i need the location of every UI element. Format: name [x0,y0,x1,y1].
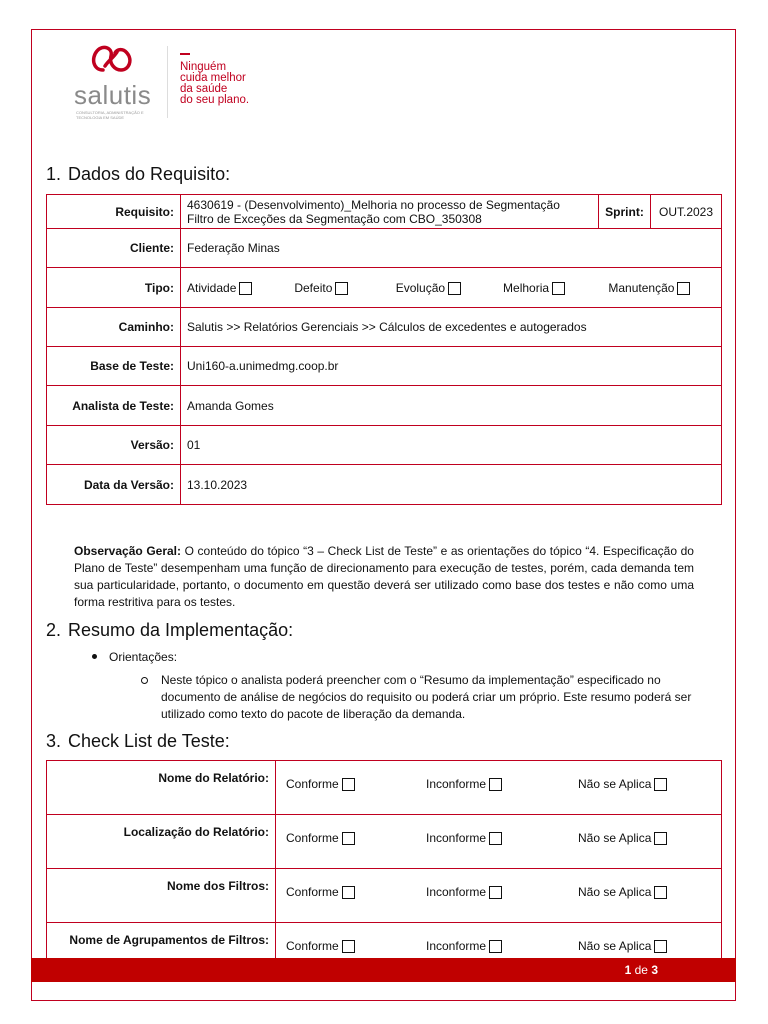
tipo-label: Tipo: [47,268,181,308]
option-label: Melhoria [503,280,550,295]
orientacoes-text: Neste tópico o analista poderá preencher com o “Resumo da implementação” especificado no documento de análise de negócios do requisito ou poderá criar um próprio. Este resumo poderá ser utilizado como texto do pacote de liberação da demanda. [161,673,692,721]
total-pages: 3 [651,963,658,977]
table-row [47,268,722,308]
observacao-geral [74,543,694,611]
logo-wordmark: salutis [74,80,152,110]
option-label: Inconforme [426,939,487,953]
option-label: Não se Aplica [578,885,652,899]
checkbox[interactable] [654,778,667,791]
checkbox[interactable] [342,778,355,791]
checklist-table [46,760,722,977]
caminho-value: Salutis >> Relatórios Gerenciais >> Cálculos de excedentes e autogerados [181,308,722,347]
option-label: Inconforme [426,777,487,791]
section-number: 3. [46,731,62,751]
orientacoes-label: Orientações: [109,650,178,664]
checklist-options [276,761,722,815]
checkbox[interactable] [489,832,502,845]
option-label: Inconforme [426,885,487,899]
option-nao-se-aplica[interactable] [578,885,667,899]
orientacoes-bullet [92,650,177,664]
cliente-label: Cliente: [47,229,181,268]
option-conforme[interactable] [286,885,426,899]
checkbox[interactable] [489,778,502,791]
page-number [625,963,658,977]
checkbox[interactable] [448,282,461,295]
checkbox[interactable] [654,886,667,899]
requisito-value [181,195,599,229]
analista-value: Amanda Gomes [181,386,722,426]
page-separator: de [634,963,648,977]
tipo-defeito[interactable] [294,281,392,295]
checkbox[interactable] [342,832,355,845]
salutis-logo-mark-icon [89,40,135,80]
sprint-label: Sprint: [599,195,651,229]
checkbox[interactable] [342,886,355,899]
logo-divider [167,46,168,118]
option-label: Não se Aplica [578,831,652,845]
analista-label: Analista de Teste: [47,386,181,426]
section-1-heading [46,164,230,185]
option-inconforme[interactable] [426,831,578,845]
base-teste-label: Base de Teste: [47,347,181,386]
option-label: Conforme [286,777,339,791]
logo-dash [180,53,190,55]
section-title: Resumo da Implementação: [68,620,294,640]
table-row [47,308,722,347]
checklist-row-label: Nome dos Filtros: [47,869,276,923]
option-nao-se-aplica[interactable] [578,777,667,791]
section-title: Check List de Teste: [68,731,230,751]
option-label: Defeito [294,280,333,295]
footer-bar [31,958,736,982]
option-label: Não se Aplica [578,777,652,791]
section-2-heading [46,620,293,641]
option-nao-se-aplica[interactable] [578,831,667,845]
option-conforme[interactable] [286,777,426,791]
tipo-atividade[interactable] [187,281,291,295]
option-label: Atividade [187,280,237,295]
bullet-icon [92,654,97,659]
table-row [47,347,722,386]
option-conforme[interactable] [286,831,426,845]
logo-tagline [180,62,249,106]
option-label: Não se Aplica [578,939,652,953]
checkbox[interactable] [654,832,667,845]
table-row [47,869,722,923]
table-row [47,761,722,815]
tagline-line: da saúde [180,83,228,95]
checkbox[interactable] [489,940,502,953]
requisito-line-1: 4630619 - (Desenvolvimento)_Melhoria no processo de Segmentação [187,197,560,212]
current-page: 1 [624,963,632,977]
option-label: Inconforme [426,831,487,845]
tipo-evolucao[interactable] [396,281,500,295]
tipo-melhoria[interactable] [503,281,605,295]
option-label: Conforme [286,831,339,845]
table-row [47,815,722,869]
option-inconforme[interactable] [426,885,578,899]
option-conforme[interactable] [286,939,426,953]
checkbox[interactable] [489,886,502,899]
base-teste-value: Uni160-a.unimedmg.coop.br [181,347,722,386]
checklist-options [276,815,722,869]
requirement-table [46,194,722,505]
versao-label: Versão: [47,426,181,465]
checklist-options [276,869,722,923]
tagline-line: do seu plano. [180,94,250,106]
tipo-manutencao[interactable] [608,281,690,295]
data-versao-value: 13.10.2023 [181,465,722,505]
cliente-value: Federação Minas [181,229,722,268]
table-row [47,386,722,426]
data-versao-label: Data da Versão: [47,465,181,505]
requisito-line-2: Filtro de Exceções da Segmentação com CBO_350308 [187,211,482,226]
checkbox[interactable] [335,282,348,295]
caminho-label: Caminho: [47,308,181,347]
table-row [47,229,722,268]
circle-bullet-icon [141,677,148,684]
table-row [47,426,722,465]
checkbox[interactable] [552,282,565,295]
checkbox[interactable] [342,940,355,953]
salutis-logo [74,40,274,130]
logo-subtitle: CONSULTORIA, ADMINISTRAÇÃO E TECNOLOGIA EM SAÚDE [76,110,144,120]
checklist-row-label: Nome de Agrupamentos de Filtros: [47,923,276,977]
section-3-heading [46,731,230,752]
observacao-label: Observação Geral: [74,544,181,558]
checklist-row-label: Localização do Relatório: [47,815,276,869]
option-label: Evolução [395,280,446,295]
orientacoes-subbullet [141,672,694,723]
tipo-options [181,268,722,308]
sprint-value: OUT.2023 [651,195,722,229]
tagline-line: cuida melhor [180,72,246,84]
checkbox[interactable] [239,282,252,295]
section-number: 2. [46,620,62,640]
option-inconforme[interactable] [426,939,578,953]
table-row [47,195,722,229]
option-inconforme[interactable] [426,777,578,791]
option-label: Conforme [286,939,339,953]
checkbox[interactable] [654,940,667,953]
section-title: Dados do Requisito: [68,164,231,184]
checkbox[interactable] [677,282,690,295]
section-number: 1. [46,164,62,184]
option-label: Conforme [286,885,339,899]
checklist-row-label: Nome do Relatório: [47,761,276,815]
tagline-line: Ninguém [180,61,227,73]
observacao-text: O conteúdo do tópico “3 – Check List de Teste” e as orientações do tópico “4. Especificação do Plano de Teste” desempenham uma função de direcionamento para execução de testes, porém, cada demanda tem sua particularidade, portanto, o documento em questão deverá ser utilizado como base dos testes e não como uma forma restritiva para os testes. [74,544,694,609]
requisito-label: Requisito: [47,195,181,229]
option-label: Manutenção [608,280,675,295]
table-row [47,465,722,505]
versao-value: 01 [181,426,722,465]
option-nao-se-aplica[interactable] [578,939,667,953]
